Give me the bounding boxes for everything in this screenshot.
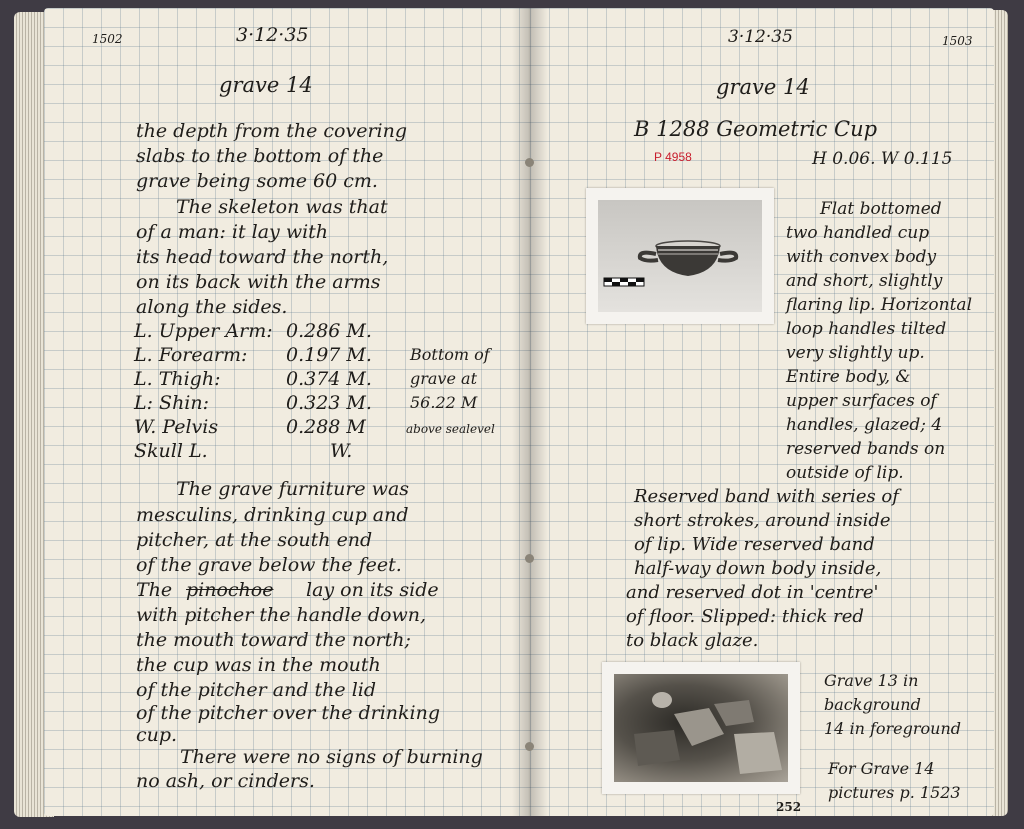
measure-label: L. Thigh: <box>134 368 221 390</box>
measure-label: Skull L. <box>134 440 208 462</box>
page-date: 3·12·35 <box>728 27 793 47</box>
measure-label: W. Pelvis <box>134 416 219 438</box>
page-title: grave 14 <box>716 75 810 99</box>
binding-hole <box>525 742 534 751</box>
measure-label: L. Upper Arm: <box>134 320 273 342</box>
measure-value: 0.374 M. <box>286 368 372 390</box>
page-number: 1503 <box>942 34 973 48</box>
cup-icon <box>598 200 762 312</box>
bottom-number: 252 <box>776 800 802 814</box>
measure-value: 0.197 M. <box>286 344 372 366</box>
scale-bar <box>604 278 644 286</box>
measure-value: 0.288 M <box>286 416 366 438</box>
dimensions: H 0.06. W 0.115 <box>812 149 953 169</box>
measure-label: L. Forearm: <box>134 344 248 366</box>
catalog-heading: B 1288 Geometric Cup <box>634 117 878 141</box>
measure-value: 0.286 M. <box>286 320 372 342</box>
page-date: 3·12·35 <box>236 24 309 46</box>
page-title: grave 14 <box>219 73 313 97</box>
grave-photo <box>602 662 800 794</box>
right-page: 3·12·35 1503 grave 14 B 1288 Geometric Cup P 4958 H 0.06. W 0.115 Flat bottomed two handled cup with convex body and short, slightly flaring lip. Horizontal loop handles tilted very slightly up. Entire body, & upper surfaces of handles, glazed; 4 reserved bands on outside of lip. Reserved band with series of short strokes, around inside of lip. Wide reserved band half-way down body inside, and reserved dot in 'centre' of floor. Slipped: thick red to black glaze. Grave 13 in background 14 in foreground For Grave 14 pictures p. 1523 252 <box>530 8 994 816</box>
binding-hole <box>525 554 534 563</box>
measure-label: L: Shin: <box>134 392 210 414</box>
binding-hole <box>525 158 534 167</box>
measure-value: W. <box>330 440 353 462</box>
page-number: 1502 <box>92 32 123 46</box>
p-number: P 4958 <box>654 150 692 164</box>
measure-value: 0.323 M. <box>286 392 372 414</box>
left-page: 1502 3·12·35 grave 14 the depth from the covering slabs to the bottom of the grave being some 60 cm. The skeleton was that of a man: it lay with its head toward the north, on its back with the arms along the sides. L. Upper Arm: 0.286 M. L. Forearm: 0.197 M. L. Thigh: 0.374 M. L: Shin: 0.323 M. W. Pelvis 0.288 M Skull L. W. Bottom of grave at 56.22 M above sealevel The grave furniture was mesculins, drinking cup and pitcher, at the south end of the grave below the feet. The pinochoe lay on its side with pitcher the handle down, the mouth toward the north; the cup was in the mouth of the pitcher and the lid of the pitcher over the drinking cup. There were no signs of burning no ash, or cinders. <box>44 8 530 816</box>
stones-icon <box>614 674 788 782</box>
struck-word: pinochoe <box>186 579 274 601</box>
cup-photo <box>586 188 774 324</box>
